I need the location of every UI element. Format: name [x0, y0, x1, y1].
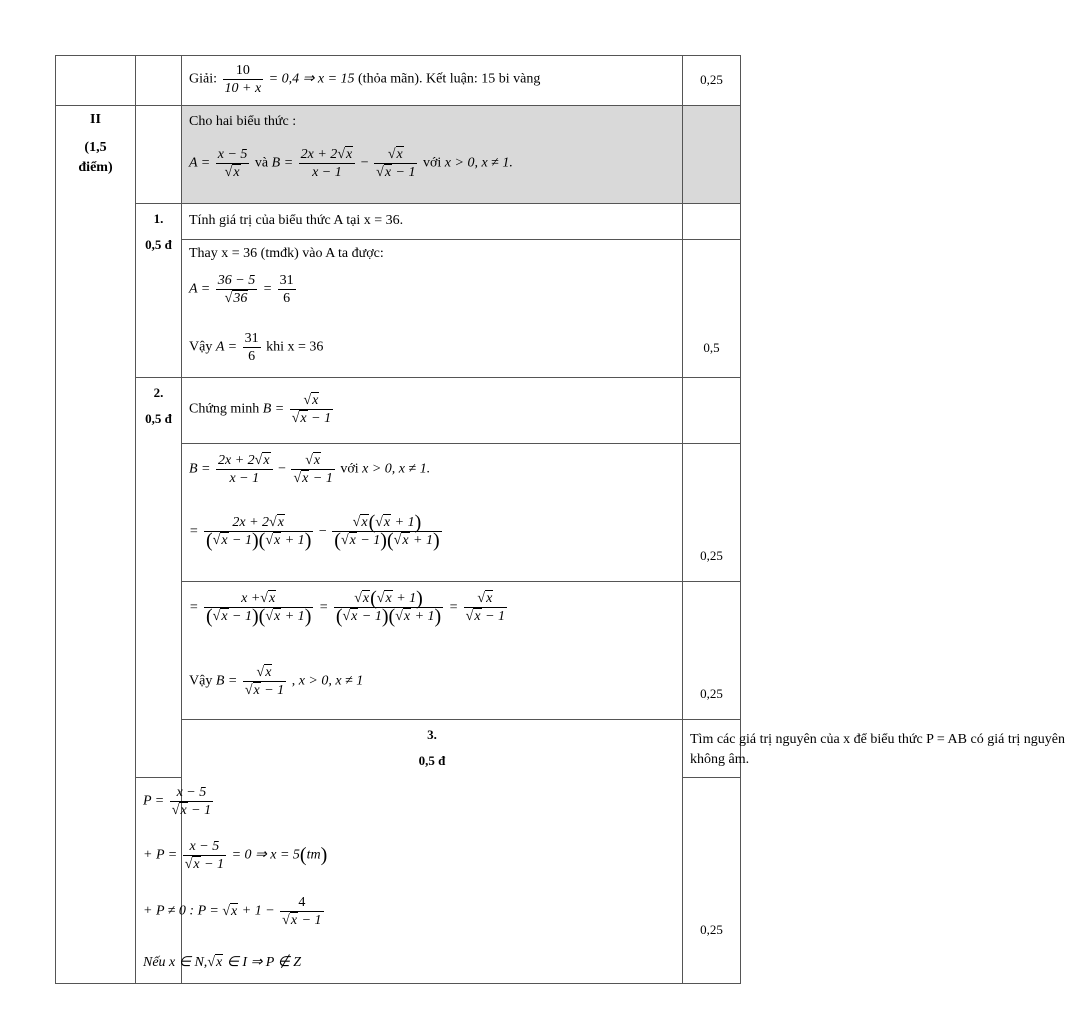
part1-number-cell	[136, 204, 182, 378]
score: 0,25	[700, 686, 723, 701]
part2-step2-cell	[182, 582, 683, 720]
part3-line4: Nếu x ∈ N,√x ∈ I ⇒ P ∉ Z	[143, 955, 302, 970]
part3-points: 0,5 đ	[418, 753, 446, 768]
score-cell	[683, 444, 741, 582]
score-cell	[683, 240, 741, 378]
score-cell	[683, 778, 741, 984]
table-row	[56, 378, 741, 444]
score: 0,25	[700, 72, 723, 87]
score: 0,25	[700, 922, 723, 937]
solution-cell	[182, 56, 683, 106]
empty-cell	[56, 56, 136, 106]
table-row	[56, 106, 741, 204]
section-cell	[56, 106, 136, 984]
part3-task-line1: Tìm các giá trị nguyên của x để biểu thức P = AB có giá trị nguyên	[690, 732, 1065, 747]
intro-line1: Cho hai biểu thức :	[189, 114, 297, 129]
table-row	[56, 56, 741, 106]
part1-number: 1.	[153, 211, 164, 226]
part3-line3: + P ≠ 0 : P = √x + 1 − $\frac{4}{√x - 1}$	[143, 895, 322, 928]
part3-solution-cell	[136, 778, 328, 984]
part2-number: 2.	[153, 385, 164, 400]
table-row	[56, 204, 741, 240]
part3-line1: P = $\frac{x - 5}{√x - 1}$	[143, 785, 212, 818]
empty-cell	[136, 106, 182, 204]
section-title: II	[90, 112, 101, 127]
part1-task: Tính giá trị của biểu thức A tại x = 36.	[189, 213, 404, 228]
part2-step1-cell	[182, 444, 683, 582]
part2-number-cell	[136, 378, 182, 778]
answer-table	[55, 55, 1065, 984]
part3-line2: + P = $\frac{x - 5}{√x - 1}$ = 0 ⇒ x = 5(tm)	[143, 839, 328, 872]
row0-line: Giải: $\frac{10}{10 + x}$ = 0,4 ⇒ x = 15 (thỏa mãn). Kết luận: 15 bi vàng	[189, 63, 541, 96]
part1-task-cell	[182, 204, 683, 240]
score-cell	[683, 204, 741, 240]
score: 0,25	[700, 548, 723, 563]
part3-number: 3.	[427, 727, 437, 742]
part2-line1: B = $\frac{2x + 2√x}{x - 1}$ − $\frac{√x}{√x - 1}$ với x > 0, x ≠ 1.	[189, 453, 431, 486]
part2-points: 0,5 đ	[145, 411, 172, 426]
part1-points: 0,5 đ	[145, 237, 172, 252]
section-points: (1,5 điểm)	[78, 140, 113, 175]
part2-line4: Vậy B = $\frac{√x}{√x - 1}$ , x > 0, x ≠ 1	[189, 665, 364, 698]
empty-cell	[136, 56, 182, 106]
score-cell	[683, 56, 741, 106]
part1-line1: Thay x = 36 (tmđk) vào A ta được:	[189, 246, 384, 261]
part2-task-cell	[182, 378, 683, 444]
part1-line2: A = $\frac{36 - 5}{√36}$ = $\frac{31}{6}$	[189, 273, 294, 306]
score: 0,5	[703, 340, 720, 355]
score-cell	[683, 106, 741, 204]
score-cell	[683, 378, 741, 444]
part1-solution-cell	[182, 240, 683, 378]
part1-line3: Vậy A = $\frac{31}{6}$ khi x = 36	[189, 331, 324, 364]
giai-label: Giải:	[189, 71, 217, 87]
part2-line2: = $\frac{2x + 2√x}{(√x - 1)(√x + 1)}$ − $\frac{√x(√x + 1)}{(√x - 1)(√x + 1)}$	[189, 511, 440, 552]
part3-task-cell	[683, 720, 1065, 778]
part3-task-line2: không âm.	[690, 752, 750, 767]
intro-cell	[182, 106, 683, 204]
part2-task: Chứng minh B = $\frac{√x}{√x - 1}$	[189, 393, 332, 426]
intro-line2: A = $\frac{x - 5}{√x}$ và B = $\frac{2x + 2√x}{x - 1}$ − $\frac{√x}{√x - 1}$ với x > 0, x ≠ 1.	[189, 147, 513, 180]
score-cell	[683, 582, 741, 720]
part2-line3: = $\frac{x +√x}{(√x - 1)(√x + 1)}$ = $\frac{√x(√x + 1)}{(√x - 1)(√x + 1)}$ = $\frac{√x}{√x - 1}$	[189, 587, 506, 628]
